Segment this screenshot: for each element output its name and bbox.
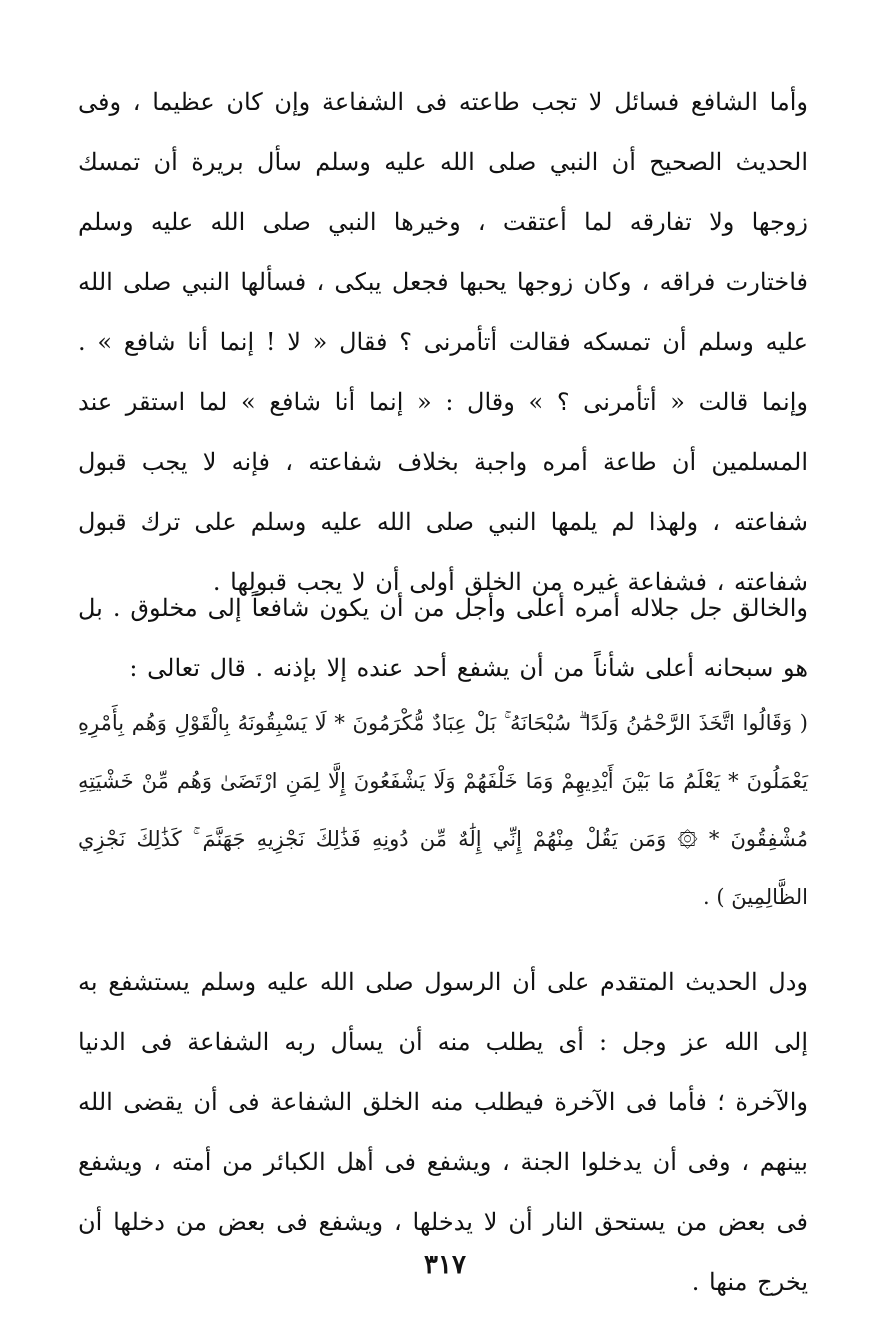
- paragraph-intercessor: وأما الشافع فسائل لا تجب طاعته فى الشفاعة وإن كان عظيما ، وفى الحديث الصحيح أن النبي صلى الله عليه وسلم سأل بريرة أن تمسك زوجها ولا تفارقه لما أعتقت ، وخيرها النبي صلى الله عليه وسلم فاختارت فراقه ، وكان زوجها يحبها فجعل يبكى ، فسألها النبي صلى الله عليه وسلم أن تمسكه فقالت أتأمرنى ؟ فقال « لا ! إنما أنا شافع » . وإنما قالت « أتأمرنى ؟ » وقال : « إنما أنا شافع » لما استقر عند المسلمين أن طاعة أمره واجبة بخلاف شفاعته ، فإنه لا يجب قبول شفاعته ، ولهذا لم يلمها النبي صلى الله عليه وسلم على ترك قبول شفاعته ، فشفاعة غيره من الخلق أولى أن لا يجب قبولها .: [78, 88, 808, 596]
- paragraph-creator: والخالق جل جلاله أمره أعلى وأجل من أن يكون شافعاً إلى مخلوق . بل هو سبحانه أعلى شأناً من أن يشفع أحد عنده إلا بإذنه . قال تعالى :: [78, 594, 808, 682]
- paragraph-hadith: ودل الحديث المتقدم على أن الرسول صلى الله عليه وسلم يستشفع به إلى الله عز وجل : أى يطلب منه أن يسأل ربه الشفاعة فى الدنيا والآخرة ؛ فأما فى الآخرة فيطلب منه الخلق الشفاعة فى أن يقضى الله بينهم ، وفى أن يدخلوا الجنة ، ويشفع فى أهل الكبائر من أمته ، ويشفع فى بعض من يستحق النار أن لا يدخلها ، ويشفع فى بعض من دخلها أن يخرج منها .: [78, 968, 808, 1296]
- page-number: ٣١٧: [424, 1250, 466, 1280]
- quran-verse-block: ( وَقَالُوا اتَّخَذَ الرَّحْمَٰنُ وَلَدًا ۗ سُبْحَانَهُ ۚ بَلْ عِبَادٌ مُّكْرَمُونَ * لَا يَسْبِقُونَهُ بِالْقَوْلِ وَهُم بِأَمْرِهِ يَعْمَلُونَ * يَعْلَمُ مَا بَيْنَ أَيْدِيهِمْ وَمَا خَلْفَهُمْ وَلَا يَشْفَعُونَ إِلَّا لِمَنِ ارْتَضَىٰ وَهُم مِّنْ خَشْيَتِهِ مُشْفِقُونَ * ۞ وَمَن يَقُلْ مِنْهُمْ إِنِّي إِلَٰهٌ مِّن دُونِهِ فَذَٰلِكَ نَجْزِيهِ جَهَنَّمَ ۚ كَذَٰلِكَ نَجْزِي الظَّالِمِينَ ) .: [78, 711, 808, 909]
